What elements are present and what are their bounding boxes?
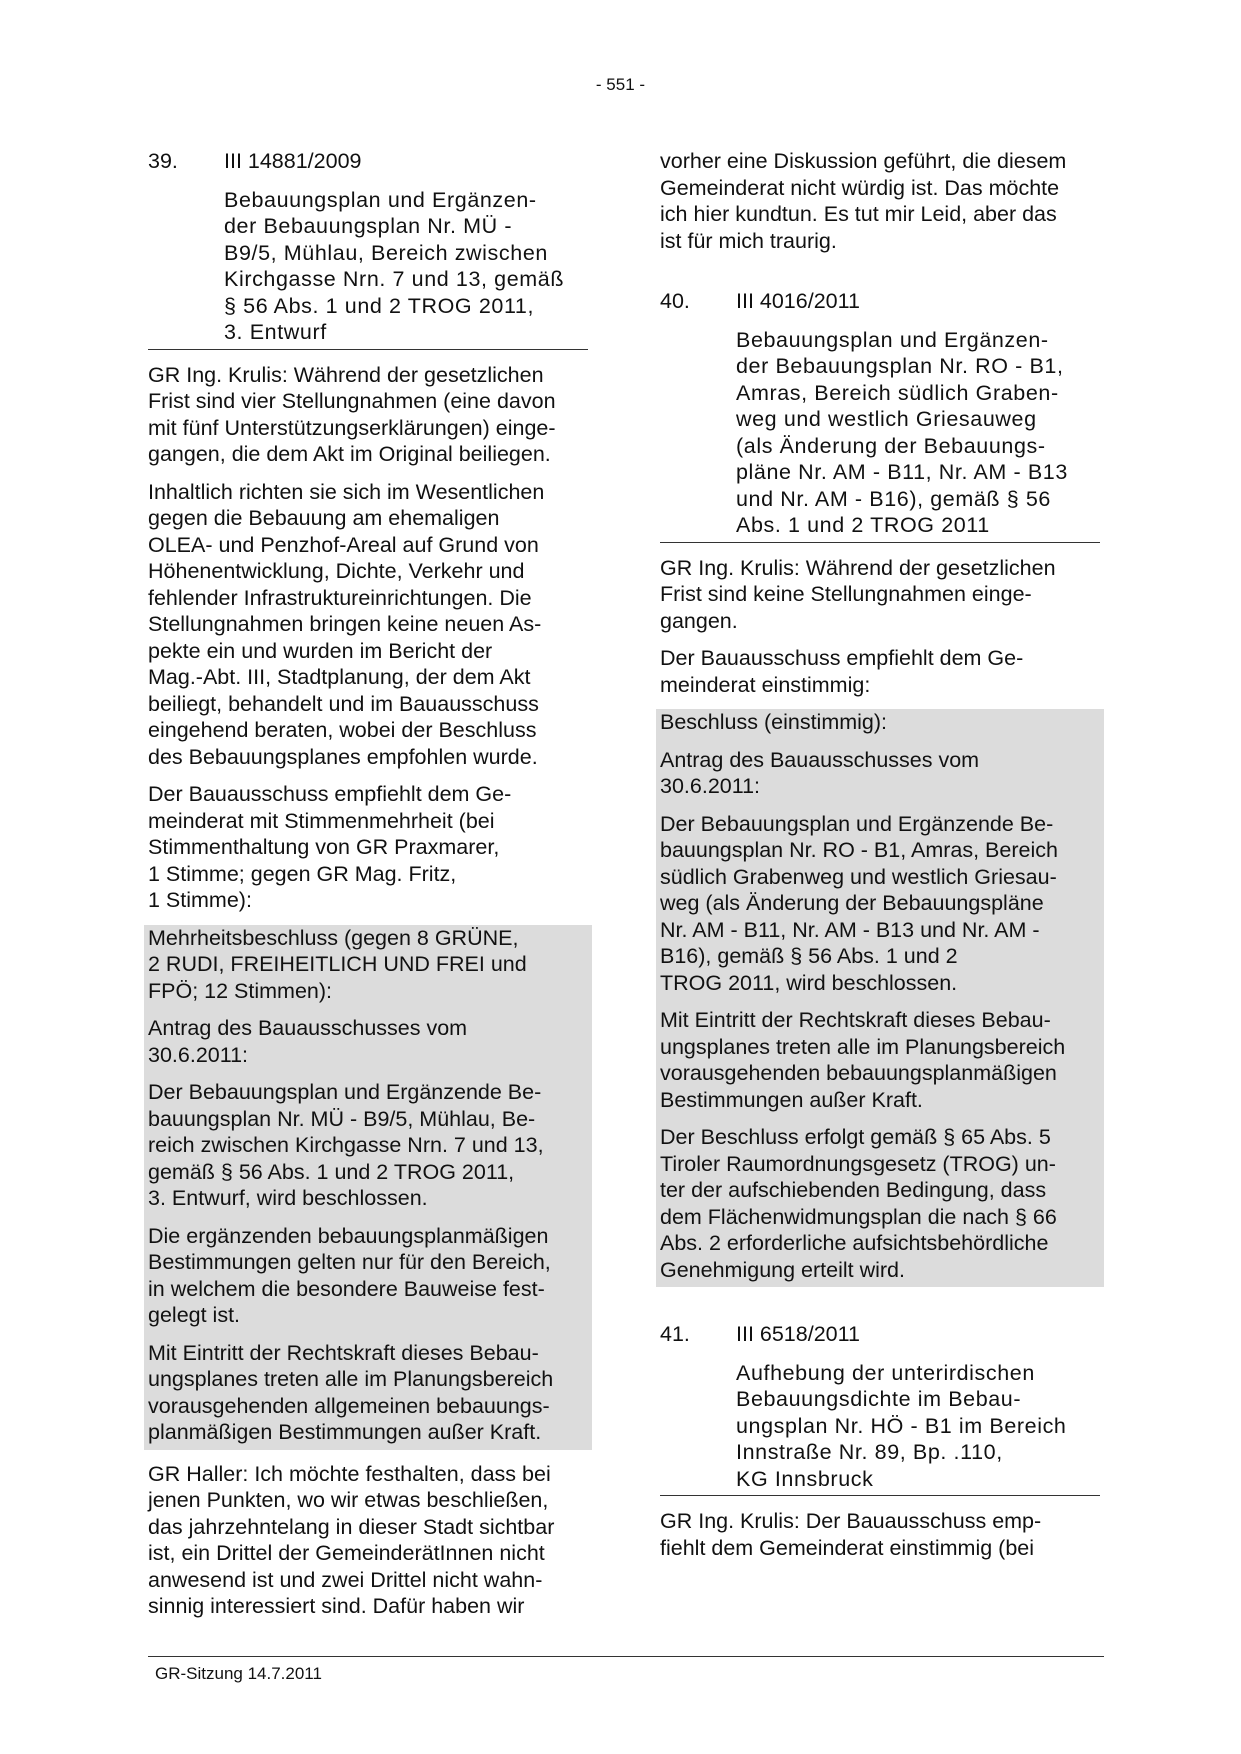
text-line: gegen die Bebauung am ehemaligen [148,506,500,530]
text-line: pläne Nr. AM - B11, Nr. AM - B13 [736,460,1068,484]
text-line: Bestimmungen gelten nur für den Bereich, [148,1250,551,1274]
text-line: anwesend ist und zwei Drittel nicht wahn- [148,1567,543,1592]
paragraph [660,148,1100,254]
text-line: fiehlt dem Gemeinderat einstimmig (bei [660,1535,1035,1560]
text-line: gangen. [660,608,738,633]
agenda-item-40-header [660,288,1100,315]
text-line: gelegt ist. [148,1303,241,1327]
text-line: der Bebauungsplan Nr. MÜ - [224,214,513,238]
text-line: Höhenentwicklung, Dichte, Verkehr und [148,559,525,583]
paragraph [660,1508,1100,1561]
item-number: 40. [660,289,690,313]
text-line: GR Ing. Krulis: Während der gesetzlichen [148,362,544,387]
text-line: sinnig interessiert sind. Dafür haben wir [148,1594,525,1618]
text-line: südlich Grabenweg und westlich Griesau- [660,864,1057,889]
right-column [660,148,1100,1572]
text-line: ist, ein Drittel der GemeinderätInnen nicht [148,1541,545,1565]
text-line: 30.6.2011: [148,1042,249,1067]
paragraph [148,1461,588,1620]
text-line: vorher eine Diskussion geführt, die diesem [660,149,1067,173]
paragraph [148,781,588,914]
text-line: in welchem die besondere Bauweise fest- [148,1276,545,1301]
text-line: 1 Stimme): [148,888,252,912]
item-reference: III 6518/2011 [736,1322,860,1346]
text-line: Genehmigung erteilt wird. [660,1257,905,1282]
text-line: TROG 2011, wird beschlossen. [660,970,958,995]
text-line: beiliegt, behandelt und im Bauausschuss [148,691,539,716]
text-line: Bestimmungen außer Kraft. [660,1087,923,1112]
paragraph [660,555,1100,635]
text-line: das jahrzehntelang in dieser Stadt sichtbar [148,1514,555,1539]
text-line: Beschluss (einstimmig): [660,710,887,734]
text-line: OLEA- und Penzhof-Areal auf Grund von [148,532,539,557]
text-line: GR Haller: Ich möchte festhalten, dass bei [148,1461,551,1486]
item-title [660,1360,1100,1497]
text-line: Nr. AM - B11, Nr. AM - B13 und Nr. AM - [660,917,1040,942]
resolution-text [660,1124,1100,1287]
text-line: bauungsplan Nr. MÜ - B9/5, Mühlau, Be- [148,1106,536,1131]
text-line: 2 RUDI, FREIHEITLICH UND FREI und [148,952,527,976]
text-line: des Bebauungsplanes empfohlen wurde. [148,744,538,769]
text-line: Der Bauausschuss empfiehlt dem Ge- [148,782,512,806]
text-line: Gemeinderat nicht würdig ist. Das möchte [660,175,1060,200]
text-line: GR Ing. Krulis: Während der gesetzlichen [660,555,1056,580]
text-line: ist für mich traurig. [660,228,837,253]
text-line: dem Flächenwidmungsplan die nach § 66 [660,1204,1057,1229]
paragraph [660,645,1100,698]
footer-rule [148,1656,1104,1657]
text-line: FPÖ; 12 Stimmen): [148,978,332,1003]
text-line: KG Innsbruck [736,1466,874,1491]
text-line: Bebauungsdichte im Bebau- [736,1387,1022,1411]
text-line: Frist sind vier Stellungnahmen (eine davon [148,389,556,413]
text-line: Mit Eintritt der Rechtskraft dieses Bebau- [660,1008,1051,1032]
text-line: Kirchgasse Nrn. 7 und 13, gemäß [224,267,565,291]
resolution-text [660,811,1100,1008]
text-line: jenen Punkten, wo wir etwas beschließen, [148,1488,549,1512]
text-line: weg (als Änderung der Bebauungspläne [660,891,1044,915]
resolution-heading [148,925,588,1016]
text-line: und Nr. AM - B16), gemäß § 56 [736,486,1051,511]
text-line: ungsplanes treten alle im Planungsbereich [148,1367,554,1391]
text-line: (als Änderung der Bebauungs- [736,433,1046,458]
text-line: der Bebauungsplan Nr. RO - B1, [736,354,1064,378]
item-number: 39. [148,149,178,173]
text-line: Stellungnahmen bringen keine neuen As- [148,612,542,636]
text-line: 3. Entwurf, wird beschlossen. [148,1186,428,1210]
motion-heading [148,1015,588,1079]
text-line: Der Bauausschuss empfiehlt dem Ge- [660,646,1024,670]
agenda-item-41-header [660,1321,1100,1348]
resolution-box [144,925,592,1450]
text-line: Antrag des Bauausschusses vom [148,1016,468,1040]
paragraph [148,479,588,771]
text-line: Der Beschluss erfolgt gemäß § 65 Abs. 5 [660,1125,1051,1149]
item-title [660,327,1100,543]
text-line: Frist sind keine Stellungnahmen einge- [660,582,1032,606]
text-line: gangen, die dem Akt im Original beiliegen. [148,442,551,466]
text-line: Mit Eintritt der Rechtskraft dieses Bebau- [148,1340,539,1365]
resolution-text [148,1223,588,1340]
resolution-box [656,709,1104,1287]
text-line: GR Ing. Krulis: Der Bauausschuss emp- [660,1509,1042,1533]
text-line: fehlender Infrastruktureinrichtungen. Die [148,585,532,610]
text-line: Antrag des Bauausschusses vom [660,747,980,772]
text-line: weg und westlich Griesauweg [736,407,1037,431]
text-line: pekte ein und wurden im Bericht der [148,638,493,663]
text-line: vorausgehenden bebauungsplanmäßigen [660,1061,1057,1085]
text-line: Innstraße Nr. 89, Bp. .110, [736,1440,1003,1464]
item-title [148,187,588,350]
text-line: 1 Stimme; gegen GR Mag. Fritz, [148,861,457,886]
text-line: Abs. 1 und 2 TROG 2011 [736,513,990,537]
text-line: reich zwischen Kirchgasse Nrn. 7 und 13, [148,1133,544,1157]
text-line: meinderat einstimmig: [660,672,871,697]
text-line: Bebauungsplan und Ergänzen- [736,327,1049,352]
text-line: Inhaltlich richten sie sich im Wesentlichen [148,479,545,504]
text-line: mit fünf Unterstützungserklärungen) einge- [148,415,556,440]
text-line: Der Bebauungsplan und Ergänzende Be- [660,811,1054,836]
motion-heading [660,747,1100,811]
item-reference: III 14881/2009 [224,149,362,173]
text-line: ungsplanes treten alle im Planungsbereich [660,1034,1066,1059]
text-line: vorausgehenden allgemeinen bebauungs- [148,1393,550,1418]
text-line: eingehend beraten, wobei der Beschluss [148,718,537,742]
footer-session: GR-Sitzung 14.7.2011 [155,1664,322,1683]
text-line: Mehrheitsbeschluss (gegen 8 GRÜNE, [148,925,519,950]
text-line: ich hier kundtun. Es tut mir Leid, aber das [660,202,1057,226]
text-line: bauungsplan Nr. RO - B1, Amras, Bereich [660,838,1058,862]
page-number: - 551 - [595,75,646,94]
text-line: 30.6.2011: [660,774,761,798]
text-line: B9/5, Mühlau, Bereich zwischen [224,240,548,265]
text-line: Stimmenthaltung von GR Praxmarer, [148,835,500,859]
text-line: Abs. 2 erforderliche aufsichtsbehördliche [660,1231,1049,1255]
text-line: Tiroler Raumordnungsgesetz (TROG) un- [660,1151,1056,1176]
text-line: B16), gemäß § 56 Abs. 1 und 2 [660,944,958,968]
left-column [148,148,588,1631]
text-line: § 56 Abs. 1 und 2 TROG 2011, [224,293,535,318]
text-line: gemäß § 56 Abs. 1 und 2 TROG 2011, [148,1159,515,1184]
item-number: 41. [660,1322,690,1346]
text-line: Der Bebauungsplan und Ergänzende Be- [148,1080,542,1104]
resolution-heading [660,709,1100,747]
text-line: 3. Entwurf [224,320,327,344]
resolution-text [148,1340,588,1450]
item-reference: III 4016/2011 [736,289,860,313]
text-line: ungsplan Nr. HÖ - B1 im Bereich [736,1413,1067,1438]
text-line: Aufhebung der unterirdischen [736,1360,1035,1385]
text-line: Amras, Bereich südlich Graben- [736,380,1059,405]
resolution-text [660,1007,1100,1124]
text-line: ter der aufschiebenden Bedingung, dass [660,1178,1047,1202]
text-line: Mag.-Abt. III, Stadtplanung, der dem Akt [148,665,531,689]
text-line: meinderat mit Stimmenmehrheit (bei [148,808,495,833]
paragraph [148,362,588,468]
resolution-text [148,1079,588,1223]
text-line: Die ergänzenden bebauungsplanmäßigen [148,1223,549,1248]
text-line: planmäßigen Bestimmungen außer Kraft. [148,1420,542,1444]
text-line: Bebauungsplan und Ergänzen- [224,187,537,212]
agenda-item-39-header [148,148,588,175]
